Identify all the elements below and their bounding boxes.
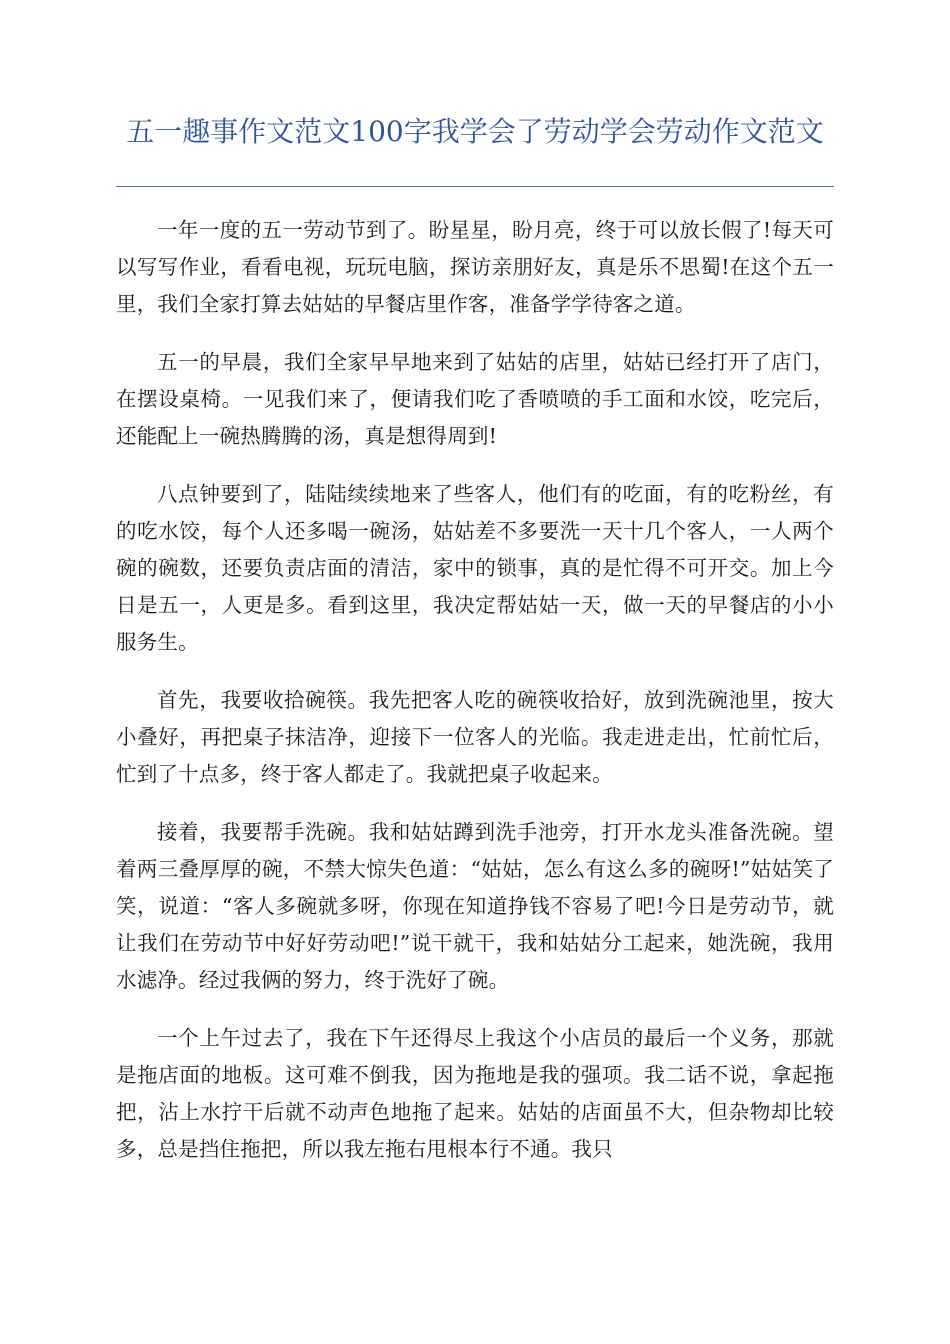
- document-body: [116, 212, 834, 1189]
- paragraph: 八点钟要到了，陆陆续续地来了些客人，他们有的吃面，有的吃粉丝，有的吃水饺，每个人还多喝一碗汤，姑姑差不多要洗一天十几个客人，一人两个碗的碗数，还要负责店面的清洁，家中的锁事，真的是忙得不可开交。加上今日是五一，人更是多。看到这里，我决定帮姑姑一天，做一天的早餐店的小小服务生。: [116, 482, 834, 654]
- title-underline: [116, 186, 834, 187]
- paragraph: 五一的早晨，我们全家早早地来到了姑姑的店里，姑姑已经打开了店门，在摆设桌椅。一见我们来了，便请我们吃了香喷喷的手工面和水饺，吃完后，还能配上一碗热腾腾的汤，真是想得周到!: [116, 350, 834, 448]
- paragraph: 一个上午过去了，我在下午还得尽上我这个小店员的最后一个义务，那就是拖店面的地板。这可难不倒我，因为拖地是我的强项。我二话不说，拿起拖把，沾上水拧干后就不动声色地拖了起来。姑姑的店面虽不大，但杂物却比较多，总是挡住拖把，所以我左拖右甩根本行不通。我只: [116, 1026, 834, 1161]
- paragraph: 接着，我要帮手洗碗。我和姑姑蹲到洗手池旁，打开水龙头准备洗碗。望着两三叠厚厚的碗，不禁大惊失色道：“姑姑，怎么有这么多的碗呀!”姑姑笑了笑，说道：“客人多碗就多呀，你现在知道挣钱不容易了吧!今日是劳动节，就让我们在劳动节中好好劳动吧!”说干就干，我和姑姑分工起来，她洗碗，我用水滤净。经过我俩的努力，终于洗好了碗。: [116, 820, 834, 992]
- paragraph: 一年一度的五一劳动节到了。盼星星，盼月亮，终于可以放长假了!每天可以写写作业，看看电视，玩玩电脑，探访亲朋好友，真是乐不思蜀!在这个五一里，我们全家打算去姑姑的早餐店里作客，准备学学待客之道。: [116, 218, 834, 316]
- paragraph: 首先，我要收拾碗筷。我先把客人吃的碗筷收拾好，放到洗碗池里，按大小叠好，再把桌子抹洁净，迎接下一位客人的光临。我走进走出，忙前忙后，忙到了十点多，终于客人都走了。我就把桌子收起来。: [116, 688, 834, 786]
- document-title: 五一趣事作文范文100字我学会了劳动学会劳动作文范文: [126, 115, 824, 148]
